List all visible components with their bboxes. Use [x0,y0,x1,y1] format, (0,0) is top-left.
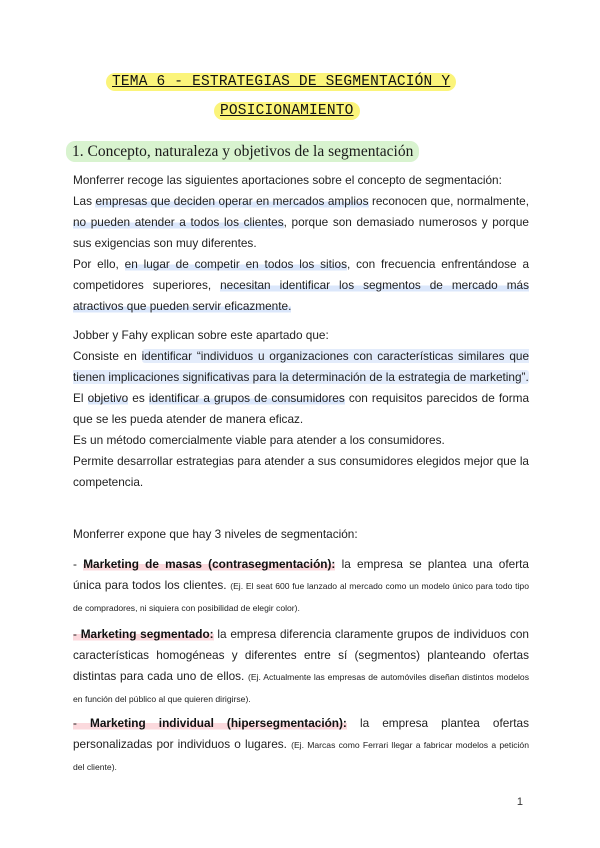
sentence-metodo: Es un método comercialmente viable para atender a los consumidores. [73,433,445,447]
document-title-line-2 [214,103,360,119]
text-fragment: reconocen que, normalmente, [368,194,529,208]
highlight-grupos: identificar a grupos de consumidores [148,391,345,405]
title-line-2-text: POSICIONAMIENTO [214,102,360,120]
paragraph-jobber-fahy [73,325,529,493]
level-marketing-individual [73,713,529,778]
sentence-empresas [73,191,529,254]
sentence-objetivo [73,388,529,430]
sentence-consiste [73,346,529,388]
level-text: la empresa diferencia claramente grupos de individuos con características homogéneas y diferentes entre sí (segmentos) planteando ofertas distintas para cada uno de ellos. [73,627,529,683]
highlight-empresas: empresas que deciden operar en mercados amplios [95,194,369,208]
text-fragment: , con frecuencia enfrentándose a competidores superiores, [73,257,530,292]
level-example: (Ej. Marcas como Ferrari llegar a fabricar modelos a petición del cliente). [73,740,529,772]
level-title-masas: Marketing de masas (contrasegmentación): [83,557,336,571]
paragraph-monferrer-intro [73,170,529,317]
level-text: la empresa plantea ofertas personalizadas por individuos o lugares. [73,716,529,751]
list-dash: - [73,557,84,571]
list-dash: - [73,627,81,641]
level-title-individual: Marketing individual (hipersegmentación): [90,716,347,730]
text-fragment: El [73,391,88,405]
level-example: (Ej. El seat 600 fue lanzado al mercado como un modelo único para todo tipo de compradores, ni siquiera con posibilidad de elegir color). [73,581,529,613]
text-fragment: Las [73,194,96,208]
text-fragment: Por ello, [73,257,125,271]
level-example: (Ej. Actualmente las empresas de automóviles diseñan distintos modelos en función del público al que quieren dirigirse). [73,672,529,704]
document-title-line-1 [106,74,456,90]
highlight-necesitan: necesitan identificar los segmentos de mercado más atractivos que pueden servir eficazmente. [73,278,529,313]
paragraph-niveles-intro [73,524,529,545]
sentence-permite: Permite desarrollar estrategias para atender a sus consumidores elegidos mejor que la competencia. [73,454,529,489]
highlight-objetivo: objetivo [87,391,129,405]
highlight-en-lugar: en lugar de competir en todos los sitios [124,257,348,271]
list-dash: - [73,716,90,730]
section-heading-text: 1. Concepto, naturaleza y objetivos de la segmentación [66,141,419,162]
section-heading [66,143,419,161]
highlight-identificar: identificar “individuos u organizaciones con características similares que tienen implicaciones significativas para la determinación de la estrategia de marketing”. [73,349,529,384]
text-fragment: con requisitos parecidos de forma que se les pueda atender de manera eficaz. [73,391,530,426]
intro-line: Jobber y Fahy explican sobre este apartado que: [73,328,329,342]
level-marketing-segmentado [73,624,529,710]
intro-line: Monferrer expone que hay 3 niveles de segmentación: [73,527,358,541]
page-number: 1 [516,796,523,808]
level-text: la empresa se plantea una oferta única para todos los clientes. [73,557,529,592]
intro-line: Monferrer recoge las siguientes aportaciones sobre el concepto de segmentación: [73,173,502,187]
level-title-segmentado: Marketing segmentado: [80,627,214,641]
text-fragment: es [128,391,149,405]
sentence-por-ello [73,254,529,317]
title-line-1-text: TEMA 6 - ESTRATEGIAS DE SEGMENTACIÓN Y [106,73,456,91]
text-fragment: Consiste en [73,349,142,363]
highlight-no-pueden: no pueden atender a todos los clientes [73,215,284,229]
level-marketing-masas [73,554,529,619]
text-fragment: , porque son demasiado numerosos y porque sus exigencias son muy diferentes. [73,215,529,250]
